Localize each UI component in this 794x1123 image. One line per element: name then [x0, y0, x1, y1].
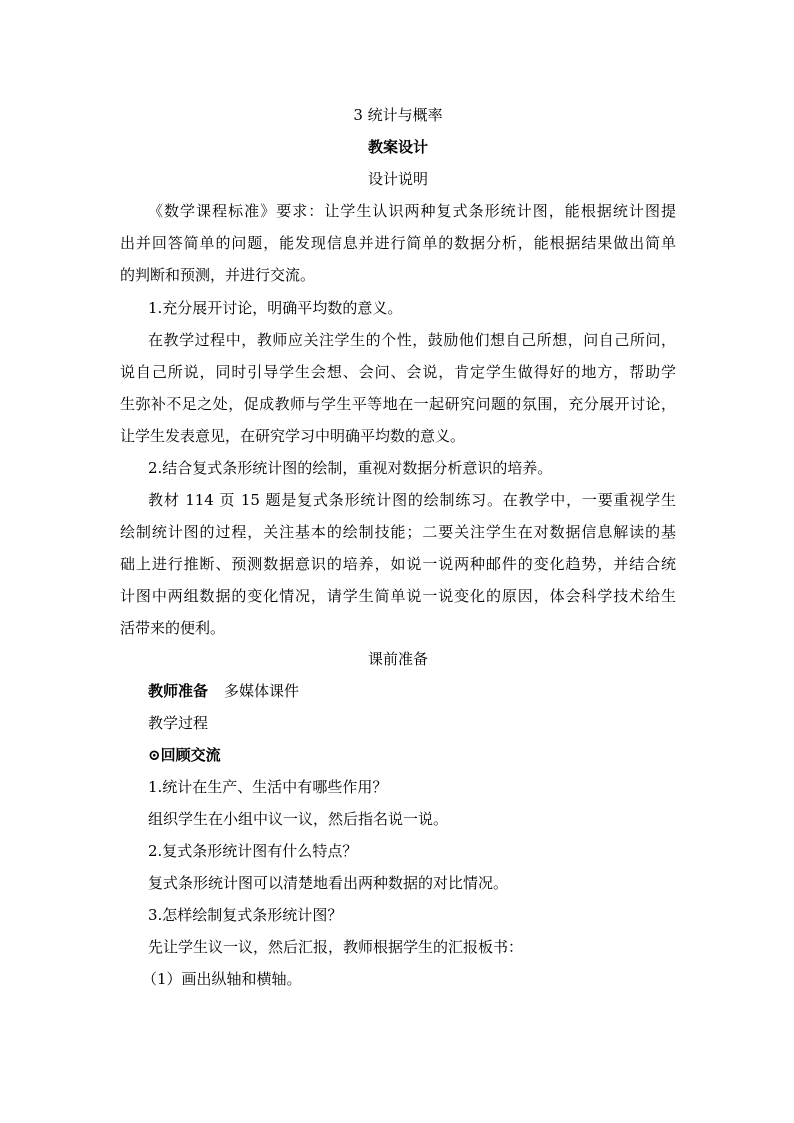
paragraph-line: 在教学过程中，教师应关注学生的个性，鼓励他们想自己所想，问自己所问， [148, 331, 676, 349]
question-1: 1.统计在生产、生活中有哪些作用？ [148, 778, 388, 796]
point-heading-1: 1.充分展开讨论，明确平均数的意义。 [148, 299, 403, 317]
paragraph-line: 绘制统计图的过程，关注基本的绘制技能；二要关注学生在对数据信息解读的基 [120, 523, 676, 541]
process-heading: 教学过程 [148, 714, 209, 732]
paragraph-line: 出并回答简单的问题，能发现信息并进行简单的数据分析，能根据结果做出简单 [120, 234, 676, 252]
answer-1: 组织学生在小组中议一议，然后指名说一说。 [148, 810, 449, 828]
paragraph-line: 说自己所说，同时引导学生会想、会问、会说，肯定学生做得好的地方，帮助学 [120, 363, 676, 381]
paragraph-line: 《数学课程标准》要求：让学生认识两种复式条形统计图，能根据统计图提 [148, 202, 676, 220]
section-heading-design: 设计说明 [367, 170, 428, 188]
paragraph-line: 础上进行推断、预测数据意识的培养，如说一说两种邮件的变化趋势，并结合统 [120, 555, 676, 573]
document-subtitle: 教案设计 [367, 138, 428, 156]
teacher-prep-value: 多媒体课件 [224, 682, 300, 700]
paragraph-line: 让学生发表意见，在研究学习中明确平均数的意义。 [120, 427, 466, 445]
question-3: 3.怎样绘制复式条形统计图？ [148, 906, 343, 924]
document-title: 3 统计与概率 [353, 106, 443, 124]
review-heading: ⊙回顾交流 [148, 746, 221, 764]
teacher-prep-row [120, 680, 676, 702]
section-heading-prep: 课前准备 [367, 650, 428, 668]
paragraph-line: 活带来的便利。 [120, 619, 226, 637]
paragraph-line: 计图中两组数据的变化情况，请学生简单说一说变化的原因，体会科学技术给生 [120, 587, 676, 605]
point-heading-2: 2.结合复式条形统计图的绘制，重视对数据分析意识的培养。 [148, 459, 553, 477]
answer-3: 先让学生议一议，然后汇报，教师根据学生的汇报板书： [148, 938, 524, 956]
teacher-prep-label: 教师准备 [148, 682, 209, 700]
answer-2: 复式条形统计图可以清楚地看出两种数据的对比情况。 [148, 874, 509, 892]
step-1: （1）画出纵轴和横轴。 [142, 970, 302, 988]
paragraph-line: 的判断和预测，并进行交流。 [120, 266, 316, 284]
paragraph-line: 生弥补不足之处，促成教师与学生平等地在一起研究问题的氛围，充分展开讨论， [120, 395, 676, 413]
paragraph-line: 教材 114 页 15 题是复式条形统计图的绘制练习。在教学中，一要重视学生 [148, 491, 676, 509]
question-2: 2.复式条形统计图有什么特点？ [148, 842, 358, 860]
